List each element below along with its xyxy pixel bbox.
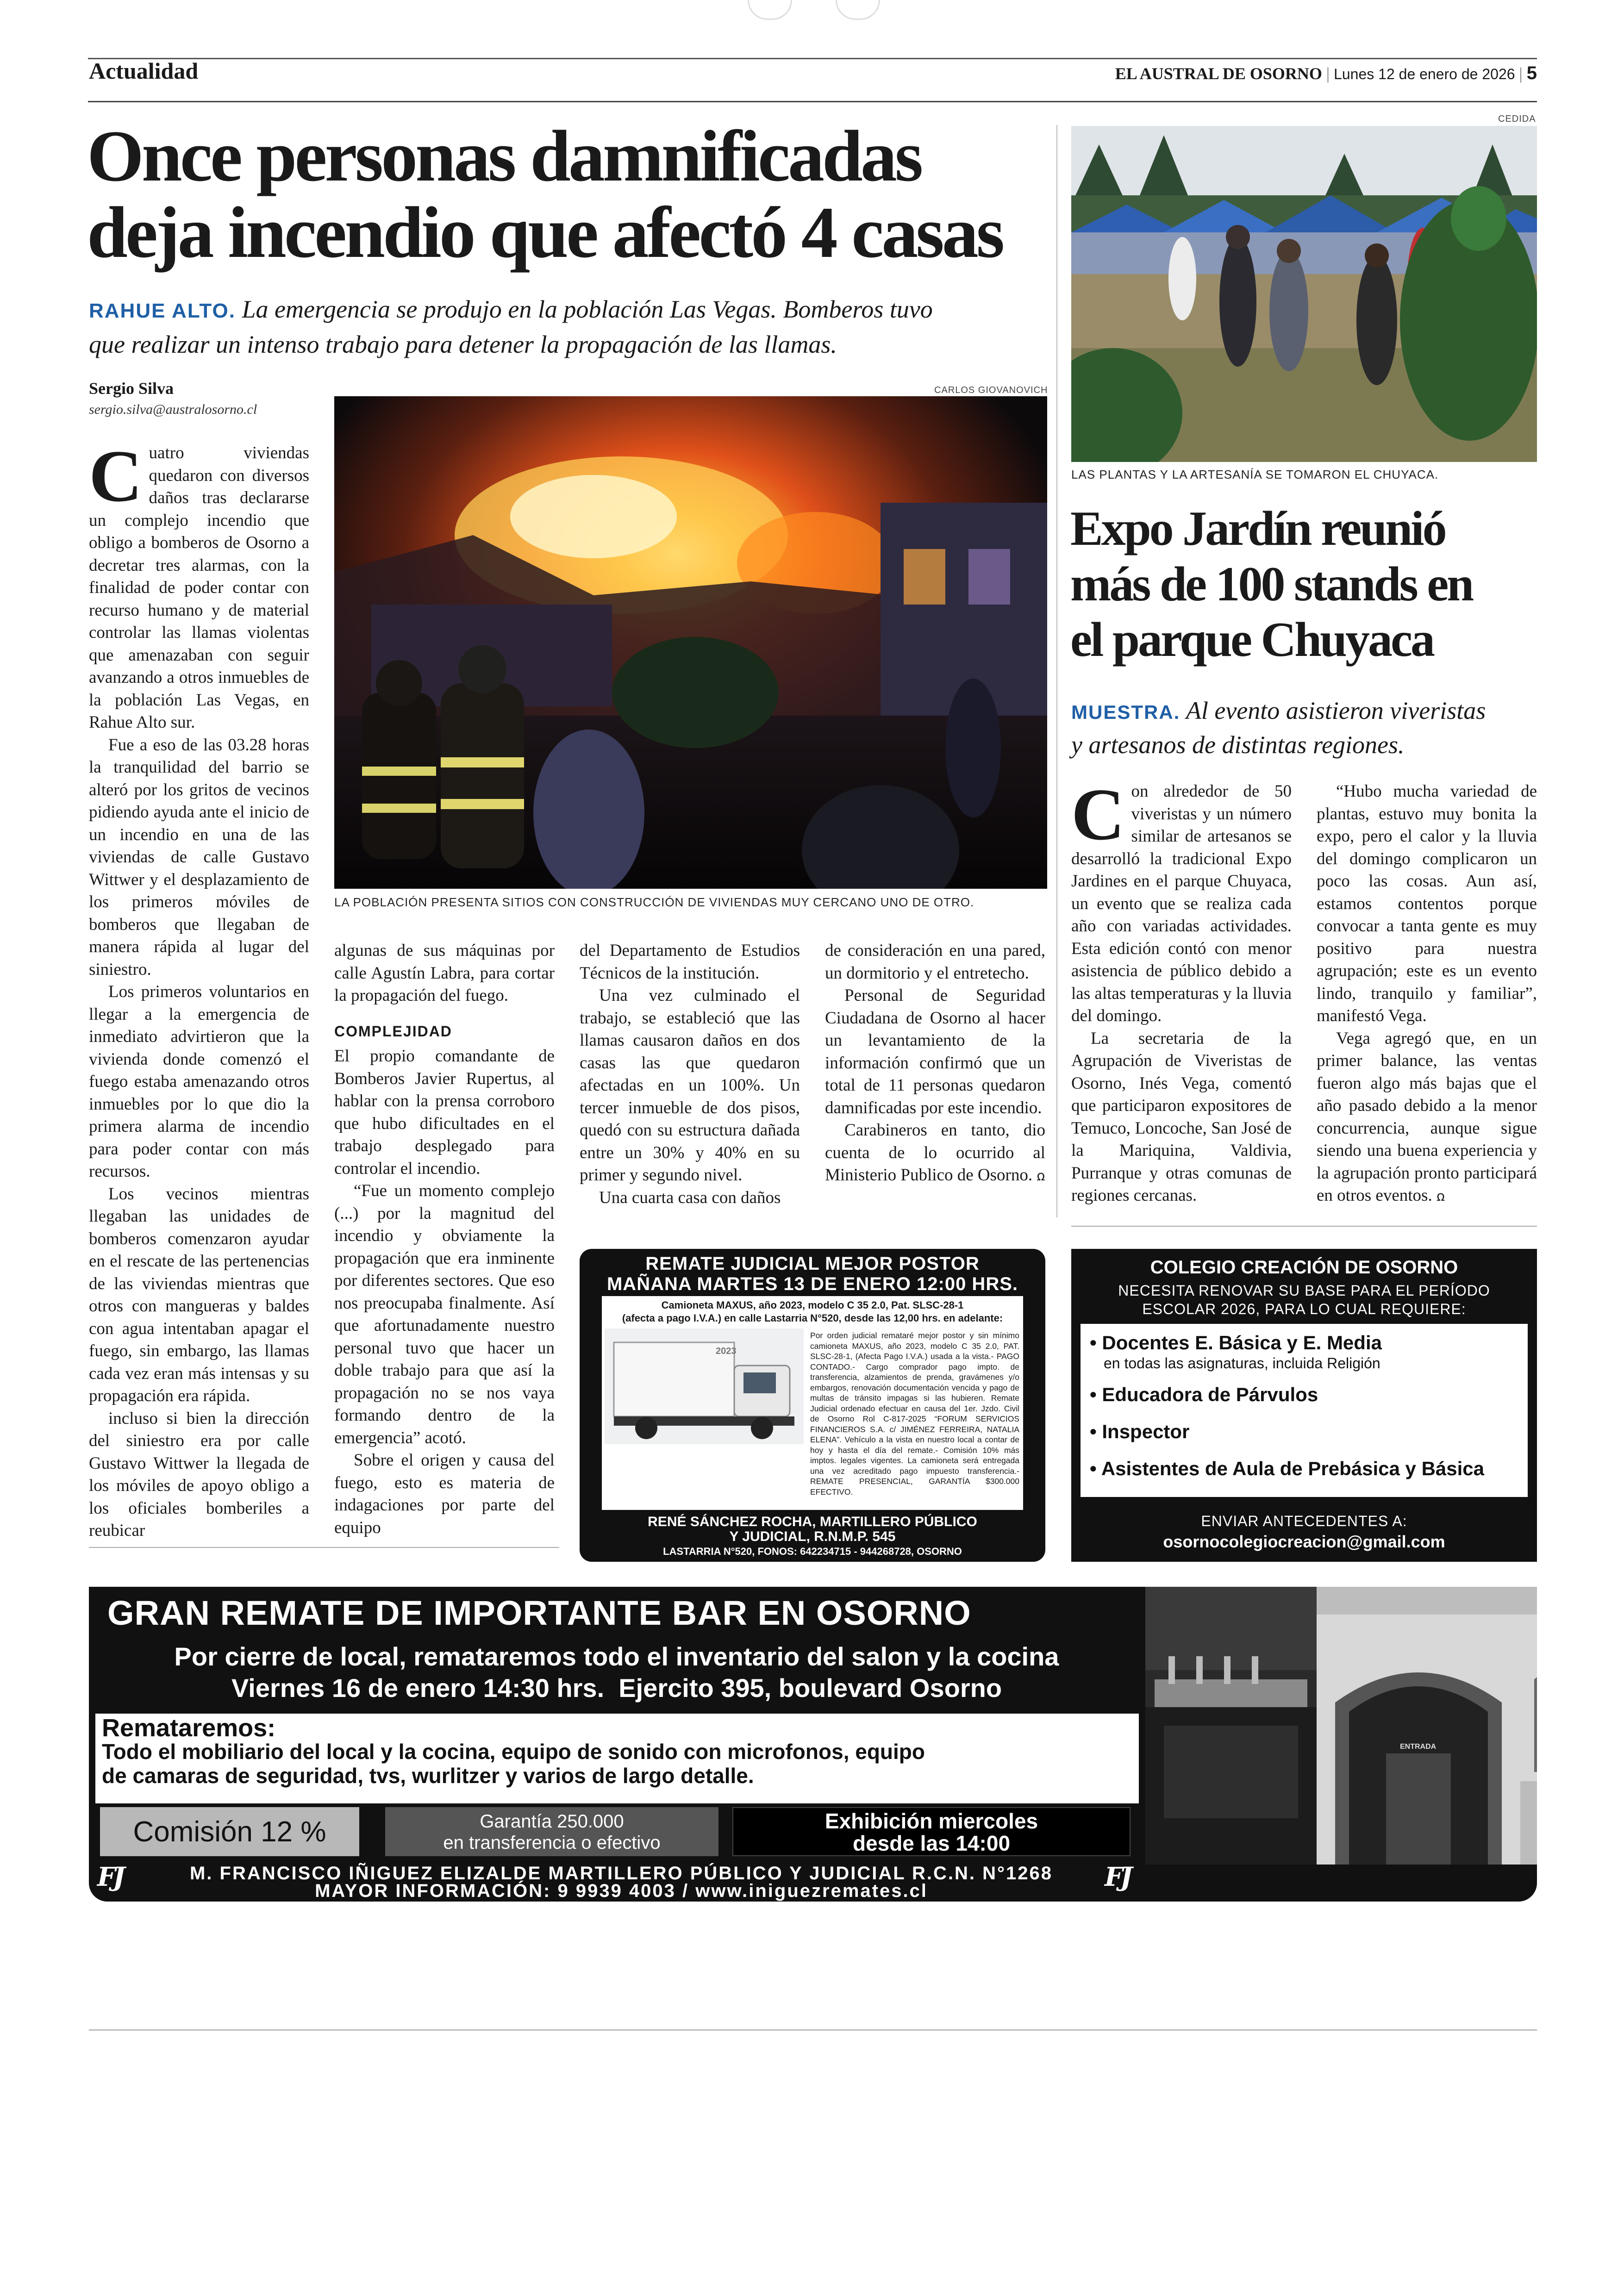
paragraph: “Fue un momento complejo (...) por la magnitud del incendio y obviamente la propagación que era inminente por diferentes sectores. Que eso nos preocupaba finalmente. Así que afortunadamente nuestro personal tuvo que hacer un doble trabajo para que así la propagación no se nos vaya formando dentro de la emergencia” acotó. [334,1181,555,1447]
ad-bar-remate[interactable] [89,1587,1537,1902]
ad-colegio[interactable] [1071,1249,1537,1562]
ad-footer-line: RENÉ SÁNCHEZ ROCHA, MARTILLERO PÚBLICO [648,1514,977,1529]
headline-line: más de 100 stands en [1070,557,1473,611]
paragraph: Vega agregó que, en un primer balance, las ventas fueron algo más bajas que el año pasado debido a la menor concurrencia, aunque sigue siendo una buena experiencia y la agrupación pronto participará en otros eventos. [1317,1029,1537,1205]
side-lead [1071,694,1486,761]
ad-bar-comision-badge [100,1807,359,1856]
headline-line: Once personas damnificadas [87,116,921,197]
expo-photo [1071,126,1537,462]
lead-text: La emergencia se produjo en la población Las Vegas. Bomberos tuvo [242,295,933,323]
paragraph: Fue a eso de las 03.28 horas la tranquilidad del barrio se alteró por los gritos de vecinos pidiendo ayuda ante el inicio de un incendio en una de las viviendas de calle Gustavo Wittwer y el desplazamiento de los primeros móviles de bomberos que llegaban de manera rápida al lugar del siniestro. [89,735,309,979]
ad-bar-line2: Viernes 16 de enero 14:30 hrs. Ejercito 395, boulevard Osorno [231,1673,1002,1703]
ad-footer-line: LASTARRIA N°520, FONOS: 642234715 - 944268728, OSORNO [663,1546,962,1557]
expo-scene-image [1071,126,1537,462]
ad-remate-judicial[interactable] [580,1249,1045,1562]
header-top-rule [88,58,1537,59]
ad-colegio-send-label: ENVIAR ANTECEDENTES A: [1201,1513,1407,1529]
fire-photo-caption: LA POBLACIÓN PRESENTA SITIOS CON CONSTRUCCIÓN DE VIVIENDAS MUY CERCANO UNO DE OTRO. [334,895,974,909]
door-sign: ENTRADA [1400,1743,1437,1751]
main-lead [89,293,933,361]
ad-bar-logo-left: FJ [97,1862,123,1892]
carousel-prev-icon[interactable] [748,0,792,20]
side-article-column-2 [1317,780,1537,1208]
list-item-label: Docentes E. Básica y E. Media [1102,1332,1382,1353]
section-rule [1071,1226,1537,1227]
subhead: COMPLEJIDAD [334,1023,452,1040]
header-meta [1115,63,1537,84]
list-item [1090,1420,1518,1443]
list-item-label: Inspector [1102,1421,1190,1442]
truck-year: 2023 [716,1346,737,1356]
ad-bar-line1: Por cierre de local, remataremos todo el inventario del salon y la cocina [174,1642,1059,1671]
end-mark-icon: ꭥ [1037,1168,1045,1184]
main-article-column-3 [580,940,800,1209]
truck-image [605,1328,804,1444]
ad-colegio-list [1081,1324,1528,1497]
lead-text: que realizar un intenso trabajo para detener la propagación de las llamas. [89,331,837,358]
ad-bar-rematan-line: Todo el mobiliario del local y la cocina, equipo de sonido con microfonos, equipo [102,1740,925,1764]
photo-credit: CARLOS GIOVANOVICH [934,385,1048,395]
ad-bar-details-panel [95,1714,1139,1803]
header-date: Lunes 12 de enero de 2026 [1334,66,1515,82]
ad-bar-footer-line: MAYOR INFORMACIÓN: 9 9939 4003 / www.iniguezremates.cl [315,1881,928,1901]
dropcap: C [89,435,143,517]
dropcap: C [1071,773,1125,855]
paragraph: Personal de Seguridad Ciudadana de Osorno al hacer un levantamiento de la información confirmó que un total de 11 personas quedaron damnificadas por este incendio. [825,986,1045,1117]
ad-bar-comision-text: Comisión 12 % [133,1815,326,1848]
paragraph: Los vecinos mientras llegaban las unidades de bomberos comenzaron ayudar en el rescate de las pertenencias de las viviendas mientras que otros con mangueras y baldes con agua intentaban apagar el fuego, sin embargo, las llamas cada vez eran más intensas y su propagación era rápida. [89,1184,309,1405]
ad-bar-footer-line: M. FRANCISCO IÑIGUEZ ELIZALDE MARTILLERO PÚBLICO Y JUDICIAL R.C.N. N°1268 [189,1863,1053,1883]
ad-subtitle-line: NECESITA RENOVAR SU BASE PARA EL PERÍODO [1118,1282,1490,1299]
ad-bar-rematan-label: Remataremos: [102,1714,276,1742]
header-bottom-rule [88,101,1537,102]
paragraph: Carabineros en tanto, dio cuenta de lo ocurrido al Ministerio Publico de Osorno. [825,1121,1045,1185]
ad-colegio-title: COLEGIO CREACIÓN DE OSORNO [1150,1257,1458,1278]
ad-bar-rematan-text [102,1740,1132,1788]
paragraph: El propio comandante de Bomberos Javier Rupertus, al hablar con la prensa corroboro que hubo dificultades en el trabajo desplegado para controlar el incendio. [334,1047,555,1178]
ad-body: Por orden judicial remataré mejor postor y sin mínimo camioneta MAXUS, año 2023, modelo C 35 2.0, PAT. SLSC-28-1, (Afecta Pago I.V.A.) usada a la vista.- PAGO CONTADO.- Cargo comprador pago impto. de transferencia, alzamientos de prenda, gravámenes y/o embargos, renovación documentación vencida y pago de multas de tránsito impagas si las hubieren. Remate Judicial ordenado efectuar en causa del 1er. Jzdo. Civil de Osorno Rol C-817-2025 “FORUM SERVICIOS FINANCIEROS S.A. c/ JIMÉNEZ FERREIRA, NATALIA ELENA”. Vehículo a la vista en nuestro local a contar de hoy y hasta el día del remate.- Comisión 10% más imptos. legales vigentes. La camioneta será entregada una vez acreditado pago impuesto transferencia.- REMATE PRESENCIAL, GARANTÍA $300.000 EFECTIVO. [810,1331,1019,1497]
paragraph: “Hubo mucha variedad de plantas, estuvo muy bonita la expo, pero el calor y la lluvia del domingo complicaron un poco las cosas. Aun así, estamos contentos porque convocar a tanta gente es muy positivo para nuestra agrupación; este es un evento lindo, tranquilo y familiar”, manifestó Vega. [1317,782,1537,1025]
ad-bar-exhibicion-line: desde las 14:00 [852,1831,1011,1855]
list-item [1090,1331,1518,1354]
list-item [1090,1383,1518,1406]
bullet-icon: • [1090,1384,1102,1405]
fire-scene-image [334,396,1047,889]
bar-interior-photo [1145,1587,1317,1865]
ad-title [580,1254,1045,1294]
expo-photo-caption: LAS PLANTAS Y LA ARTESANÍA SE TOMARON EL CHUYACA. [1071,468,1439,481]
paper-name: EL AUSTRAL DE OSORNO [1115,64,1322,83]
ad-bar-garantia-badge [385,1807,718,1856]
ad-content-panel [602,1296,1023,1510]
column-divider [1056,125,1057,1217]
side-headline [1070,501,1472,667]
main-article-column-2 [334,940,555,1539]
ad-subtitle-line: Camioneta MAXUS, año 2023, modelo C 35 2.0, Pat. SLSC-28-1 [661,1299,964,1311]
list-item-detail: en todas las asignaturas, incluida Religión [1104,1355,1380,1372]
ad-bar-garantia-line: en transferencia o efectivo [443,1833,661,1853]
ad-colegio-email[interactable]: osornocolegiocreacion@gmail.com [1163,1532,1445,1551]
header-separator: | [1326,64,1334,83]
list-item [1090,1457,1518,1480]
ad-footer-line: Y JUDICIAL, R.N.M.P. 545 [729,1529,896,1544]
bar-entrance-photo [1317,1587,1537,1865]
bullet-icon: • [1090,1421,1102,1442]
headline-line: Expo Jardín reunió [1070,501,1445,555]
ad-bar-rematan-line: de camaras de seguridad, tvs, wurlitzer y varios de largo detalle. [102,1764,754,1788]
header-separator: | [1519,64,1527,83]
paragraph: La secretaria de la Agrupación de Viveristas de Osorno, Inés Vega, comentó que participaron expositores de Temuco, Loncoche, San José de la Mariquina, Valdivia, Purranque y otras comunas de regiones cercanas. [1071,1029,1292,1205]
paragraph: del Departamento de Estudios Técnicos de la institución. [580,941,800,983]
side-article-column-1 [1071,773,1292,1207]
ad-subtitle-line: ESCOLAR 2026, PARA LO CUAL REQUIERE: [1142,1301,1466,1317]
page-bottom-rule [89,2029,1537,2031]
bullet-icon: • [1090,1458,1101,1479]
ad-subtitle [602,1296,1023,1325]
ad-bar-logo-right: FJ [1105,1862,1130,1892]
section-rule [89,1547,559,1548]
paragraph: Una cuarta casa con daños [599,1188,781,1207]
ad-title-line: MAÑANA MARTES 13 DE ENERO 12:00 HRS. [606,1274,1018,1294]
main-kicker: RAHUE ALTO. [89,299,236,322]
ad-footer [580,1515,1045,1559]
paragraph: incluso si bien la dirección del siniestro era por calle Gustavo Wittwer la llegada de los móviles de apoyo obligo a los oficiales bomberiles a reubicar [89,1409,309,1540]
paragraph: algunas de sus máquinas por calle Agustín Labra, para cortar la propagación del fuego. [334,941,555,1005]
paragraph: on alrededor de 50 viveristas y un número similar de artesanos se desarrolló la tradicional Expo Jardines en el parque Chuyaca, un evento que se realiza cada año con variadas actividades. Esta edición contó con menor asistencia de público debido a las altas temperaturas y la lluvia del domingo. [1071,782,1292,1025]
paragraph: Una vez culminado el trabajo, se estableció que las llamas causaron daños en dos casas las que quedaron afectadas en un 100%. Un tercer inmueble de dos pisos, quedó con su estructura dañada entre un 30% y 40% en su primer y segundo nivel. [580,986,800,1185]
ad-bar-footer [144,1865,1098,1900]
author-name: Sergio Silva [89,379,174,398]
end-mark-icon: ꭥ [1436,1188,1445,1204]
ad-bar-garantia-line: Garantía 250.000 [480,1811,624,1832]
side-kicker: MUESTRA. [1071,701,1181,723]
main-headline [87,118,1002,271]
paragraph: Los primeros voluntarios en llegar a la emergencia de inmediato advirtieron que la vivienda donde comenzó el fuego estaba amenazando otros inmuebles por lo que dio la primera alarma de incendio para poder contar con más recursos. [89,982,309,1181]
main-article-column-1 [89,435,309,1542]
section-label: Actualidad [89,58,199,84]
carousel-next-icon[interactable] [836,0,880,20]
lead-text: y artesanos de distintas regiones. [1071,731,1405,759]
list-item-label: Educadora de Párvulos [1102,1384,1318,1405]
fire-photo [334,396,1047,889]
author-email: sergio.silva@australosorno.cl [89,402,257,417]
bullet-icon: • [1090,1332,1102,1353]
main-article-column-4 [825,940,1045,1188]
side-photo-credit: CEDIDA [1498,114,1536,124]
ad-bar-exhibicion-line: Exhibición miercoles [824,1809,1038,1833]
ad-colegio-subtitle [1071,1281,1537,1318]
ad-subtitle-line: (afecta a pago I.V.A.) en calle Lastarria N°520, desde las 12,00 hrs. en adelante: [622,1312,1003,1324]
paragraph: de consideración en una pared, un dormitorio y el entretecho. [825,941,1045,983]
ad-title-line: REMATE JUDICIAL MEJOR POSTOR [645,1254,980,1274]
ad-bar-title: GRAN REMATE DE IMPORTANTE BAR EN OSORNO [107,1594,971,1632]
ad-bar-exhibicion-badge [732,1807,1131,1856]
paragraph: uatro viviendas quedaron con diversos daños tras declararse un complejo incendio que obligo a bomberos de Osorno a decretar tres alarmas, con la finalidad de poder contar con recurso humano y de material controlar las llamas violentas que amenazaban con seguir avanzando a otros inmuebles de la población Las Vegas, en Rahue Alto sur. [89,443,309,732]
paragraph: Sobre el origen y causa del fuego, esto es materia de indagaciones por parte del equipo [334,1451,555,1537]
headline-line: el parque Chuyaca [1070,612,1434,667]
lead-text: Al evento asistieron viveristas [1186,697,1486,724]
headline-line: deja incendio que afectó 4 casas [87,192,1003,273]
list-item-label: Asistentes de Aula de Prebásica y Básica [1101,1458,1485,1479]
page-number: 5 [1526,63,1537,83]
